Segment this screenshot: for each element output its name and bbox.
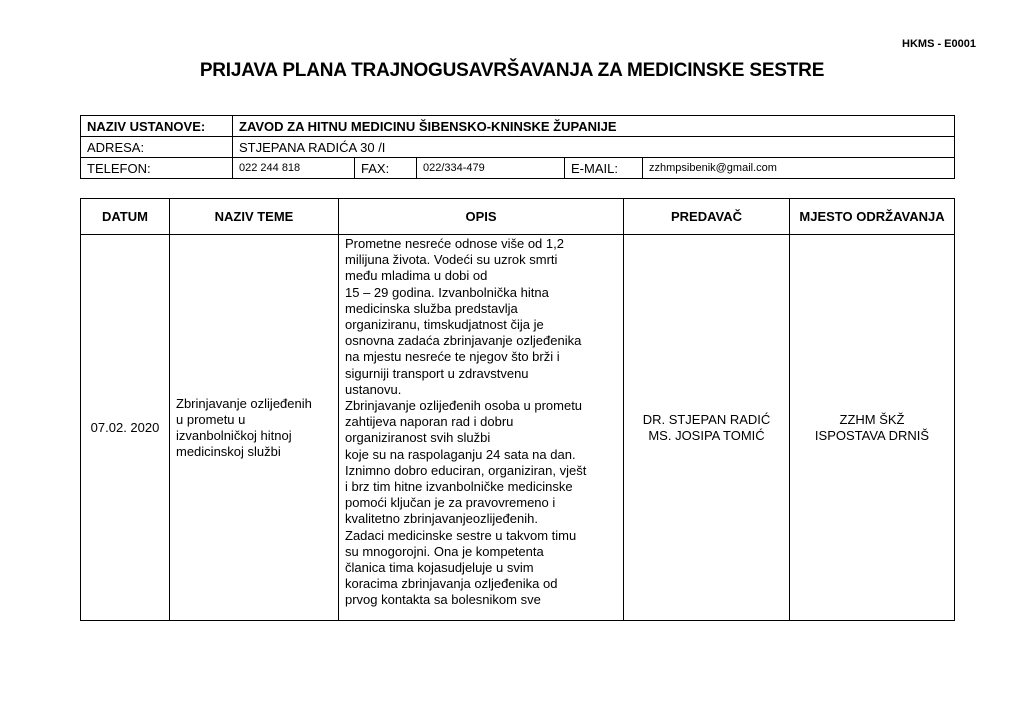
email-label: E-MAIL:: [565, 158, 643, 179]
description-line: Prometne nesreće odnose više od 1,2: [345, 236, 564, 251]
description-line: su mnogorojni. Ona je kompetenta: [345, 543, 544, 559]
description-line: milijuna života. Vodeći su uzrok smrti: [345, 252, 558, 268]
column-header-description: OPIS: [339, 199, 624, 235]
column-header-location: MJESTO ODRŽAVANJA: [790, 199, 955, 235]
description-line: ustanovu.: [345, 381, 402, 397]
plan-table-header-row: [81, 199, 955, 235]
location-line: ISPOSTAVA DRNIŠ: [814, 427, 930, 443]
column-header-date: DATUM: [81, 199, 170, 235]
fax-value: 022/334-479: [417, 158, 565, 179]
phone-label: TELEFON:: [81, 158, 233, 179]
description-line: medicinska služba predstavlja: [345, 300, 518, 316]
education-plan-table: [80, 198, 955, 621]
description-line: Zbrinjavanje ozlijeđenih osoba u prometu: [345, 398, 583, 414]
description-line: pomoći ključan je za pravovremeno i: [345, 495, 556, 511]
table-row: [81, 235, 955, 621]
institution-name-value: ZAVOD ZA HITNU MEDICINU ŠIBENSKO-KNINSKE ŽUPANIJE: [233, 116, 955, 137]
description-line: Iznimno dobro educiran, organiziran, vješt: [345, 462, 587, 478]
description-cell: [339, 235, 624, 621]
lecturer-name: MS. JOSIPA TOMIĆ: [648, 427, 765, 443]
fax-label: FAX:: [355, 158, 417, 179]
email-value: zzhmpsibenik@gmail.com: [643, 158, 955, 179]
institution-name-label: NAZIV USTANOVE:: [81, 116, 233, 137]
description-line: organiziranu, timskudjatnost čija je: [345, 317, 544, 333]
location-cell: [790, 235, 955, 621]
institution-name-row: [81, 116, 955, 137]
page-title: PRIJAVA PLANA TRAJNOGUSAVRŠAVANJA ZA MEDICINSKE SESTRE: [199, 60, 825, 81]
column-header-lecturer: PREDAVAČ: [624, 199, 790, 235]
topic-cell: [170, 235, 339, 621]
description-line: zahtijeva naporan rad i dobru: [345, 414, 514, 430]
topic-line: izvanbolničkoj hitnoj: [176, 427, 292, 443]
column-header-topic: NAZIV TEME: [170, 199, 339, 235]
description-line: 15 – 29 godina. Izvanbolnička hitna: [345, 284, 549, 300]
topic-line: medicinskoj službi: [176, 443, 281, 459]
location-line: ZZHM ŠKŽ: [839, 411, 905, 427]
address-label: ADRESA:: [81, 137, 233, 158]
address-value: STJEPANA RADIĆA 30 /I: [233, 137, 955, 158]
description-line: i brz tim hitne izvanbolničke medicinske: [345, 479, 573, 495]
description-line: osnovna zadaća zbrinjavanje ozljeđenika: [345, 333, 582, 349]
description-line: koje su na raspolaganju 24 sata na dan.: [345, 446, 576, 462]
form-code: HKMS - E0001: [902, 38, 976, 50]
institution-address-row: [81, 137, 955, 158]
description-line: kvalitetno zbrinjavanjeozlijeđenih.: [345, 511, 538, 527]
description-line: koracima zbrinjavanja ozljeđenika od: [345, 576, 558, 592]
description-line: među mladima u dobi od: [345, 268, 488, 284]
lecturer-name: DR. STJEPAN RADIĆ: [642, 411, 771, 427]
phone-value: 022 244 818: [233, 158, 355, 179]
description-line: prvog kontakta sa bolesnikom sve: [345, 592, 541, 608]
description-line: organiziranost svih službi: [345, 430, 491, 446]
topic-line: u prometu u: [176, 411, 246, 427]
lecturer-cell: [624, 235, 790, 621]
description-line: sigurniji transport u zdravstvenu: [345, 365, 529, 381]
description-line: članica tima kojasudjeluje u svim: [345, 560, 534, 576]
description-line: Zadaci medicinske sestre u takvom timu: [345, 527, 577, 543]
institution-info-table: [80, 115, 955, 179]
topic-line: Zbrinjavanje ozlijeđenih: [176, 395, 312, 411]
date-cell: 07.02. 2020: [81, 235, 170, 621]
institution-contact-row: [81, 158, 955, 179]
description-line: na mjestu nesreće te njegov što brži i: [345, 349, 560, 365]
